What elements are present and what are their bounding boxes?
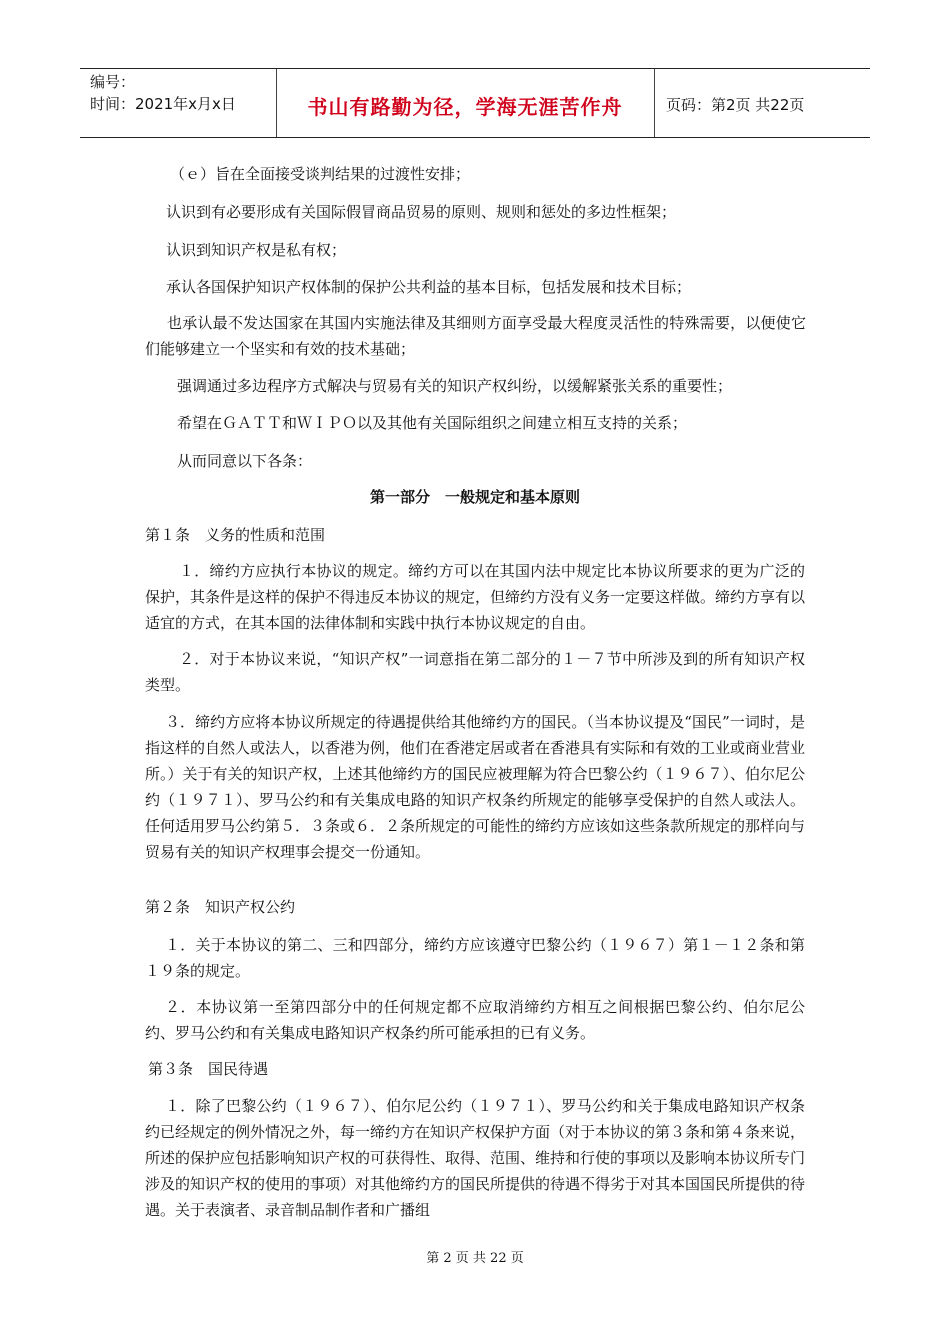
- document-number-label: 编号：: [90, 73, 136, 91]
- article-1-para-1: １．缔约方应执行本协议的规定。缔约方可以在其国内法中规定比本协议所要求的更为广泛的保护，其条件是这样的保护不得违反本协议的规定，但缔约方没有义务一定要这样做。缔约方享有以适宜的方式，在其本国的法律体制和实践中执行本协议规定的自由。: [145, 562, 806, 632]
- header-page-label: 页码：第2页 共22页: [666, 96, 805, 114]
- header-motto-cell: [276, 69, 655, 137]
- paragraph-recognize-private-rights: 认识到知识产权是私有权；: [166, 241, 347, 259]
- page-header: [80, 68, 870, 138]
- paragraph-hope: 希望在ＧＡＴＴ和ＷＩＰＯ以及其他有关国际组织之间建立相互支持的关系；: [177, 414, 688, 432]
- paragraph-recognize-framework: 认识到有必要形成有关国际假冒商品贸易的原则、规则和惩处的多边性框架；: [166, 203, 677, 221]
- article-2-para-2: ２．本协议第一至第四部分中的任何规定都不应取消缔约方相互之间根据巴黎公约、伯尔尼公约、罗马公约和有关集成电路知识产权条约所可能承担的已有义务。: [145, 998, 805, 1042]
- article-3-para-1: １．除了巴黎公约（１９６７）、伯尔尼公约（１９７１）、罗马公约和关于集成电路知识产权条约已经规定的例外情况之外，每一缔约方在知识产权保护方面（对于本协议的第３条和第４条来说，所述的保护应包括影响知识产权的可获得性、取得、范围、维持和行使的事项以及影响本协议所专门涉及的知识产权的使用的事项）对其他缔约方的国民所提供的待遇不得劣于对其本国国民所提供的待遇。关于表演者、录音制品制作者和广播组: [145, 1097, 806, 1219]
- page-footer: 第 2 页 共 22 页: [426, 1251, 524, 1266]
- article-3-title: 第３条 国民待遇: [148, 1060, 269, 1078]
- article-1-title: 第１条 义务的性质和范围: [145, 526, 326, 544]
- paragraph-e: （ｅ）旨在全面接受谈判结果的过渡性安排；: [170, 165, 471, 183]
- paragraph-acknowledge-objectives: 承认各国保护知识产权体制的保护公共利益的基本目标，包括发展和技术目标；: [166, 278, 692, 296]
- header-motto: 书山有路勤为径，学海无涯苦作舟: [307, 95, 623, 119]
- header-meta-cell: [80, 69, 277, 137]
- paragraph-stress: 强调通过多边程序方式解决与贸易有关的知识产权纠纷，以缓解紧张关系的重要性；: [177, 377, 733, 395]
- header-page-cell: [654, 69, 870, 137]
- paragraph-agree: 从而同意以下各条：: [177, 452, 313, 470]
- article-1-para-2: ２．对于本协议来说，“知识产权”一词意指在第二部分的１－７节中所涉及到的所有知识产权类型。: [145, 650, 805, 694]
- document-time-label: 时间：2021年x月x日: [90, 95, 236, 113]
- article-1-para-3: ３．缔约方应将本协议所规定的待遇提供给其他缔约方的国民。（当本协议提及“国民”一词时，是指这样的自然人或法人，以香港为例，他们在香港定居或者在香港具有实际和有效的工业或商业营业所。）关于有关的知识产权，上述其他缔约方的国民应被理解为符合巴黎公约（１９６７）、伯尔尼公约（１９７１）、罗马公约和有关集成电路的知识产权条约所规定的能够享受保护的自然人或法人。任何适用罗马公约第５．３条或６．２条所规定的可能性的缔约方应该如这些条款所规定的那样向与贸易有关的知识产权理事会提交一份通知。: [145, 713, 806, 861]
- article-2-title: 第２条 知识产权公约: [145, 898, 296, 916]
- article-2-para-1: １．关于本协议的第二、三和四部分，缔约方应该遵守巴黎公约（１９６７）第１－１２条和第１９条的规定。: [145, 936, 805, 980]
- paragraph-acknowledge-ldc: 也承认最不发达国家在其国内实施法律及其细则方面享受最大程度灵活性的特殊需要，以便使它们能够建立一个坚实和有效的技术基础；: [145, 314, 806, 358]
- part-one-heading: 第一部分 一般规定和基本原则: [369, 488, 580, 506]
